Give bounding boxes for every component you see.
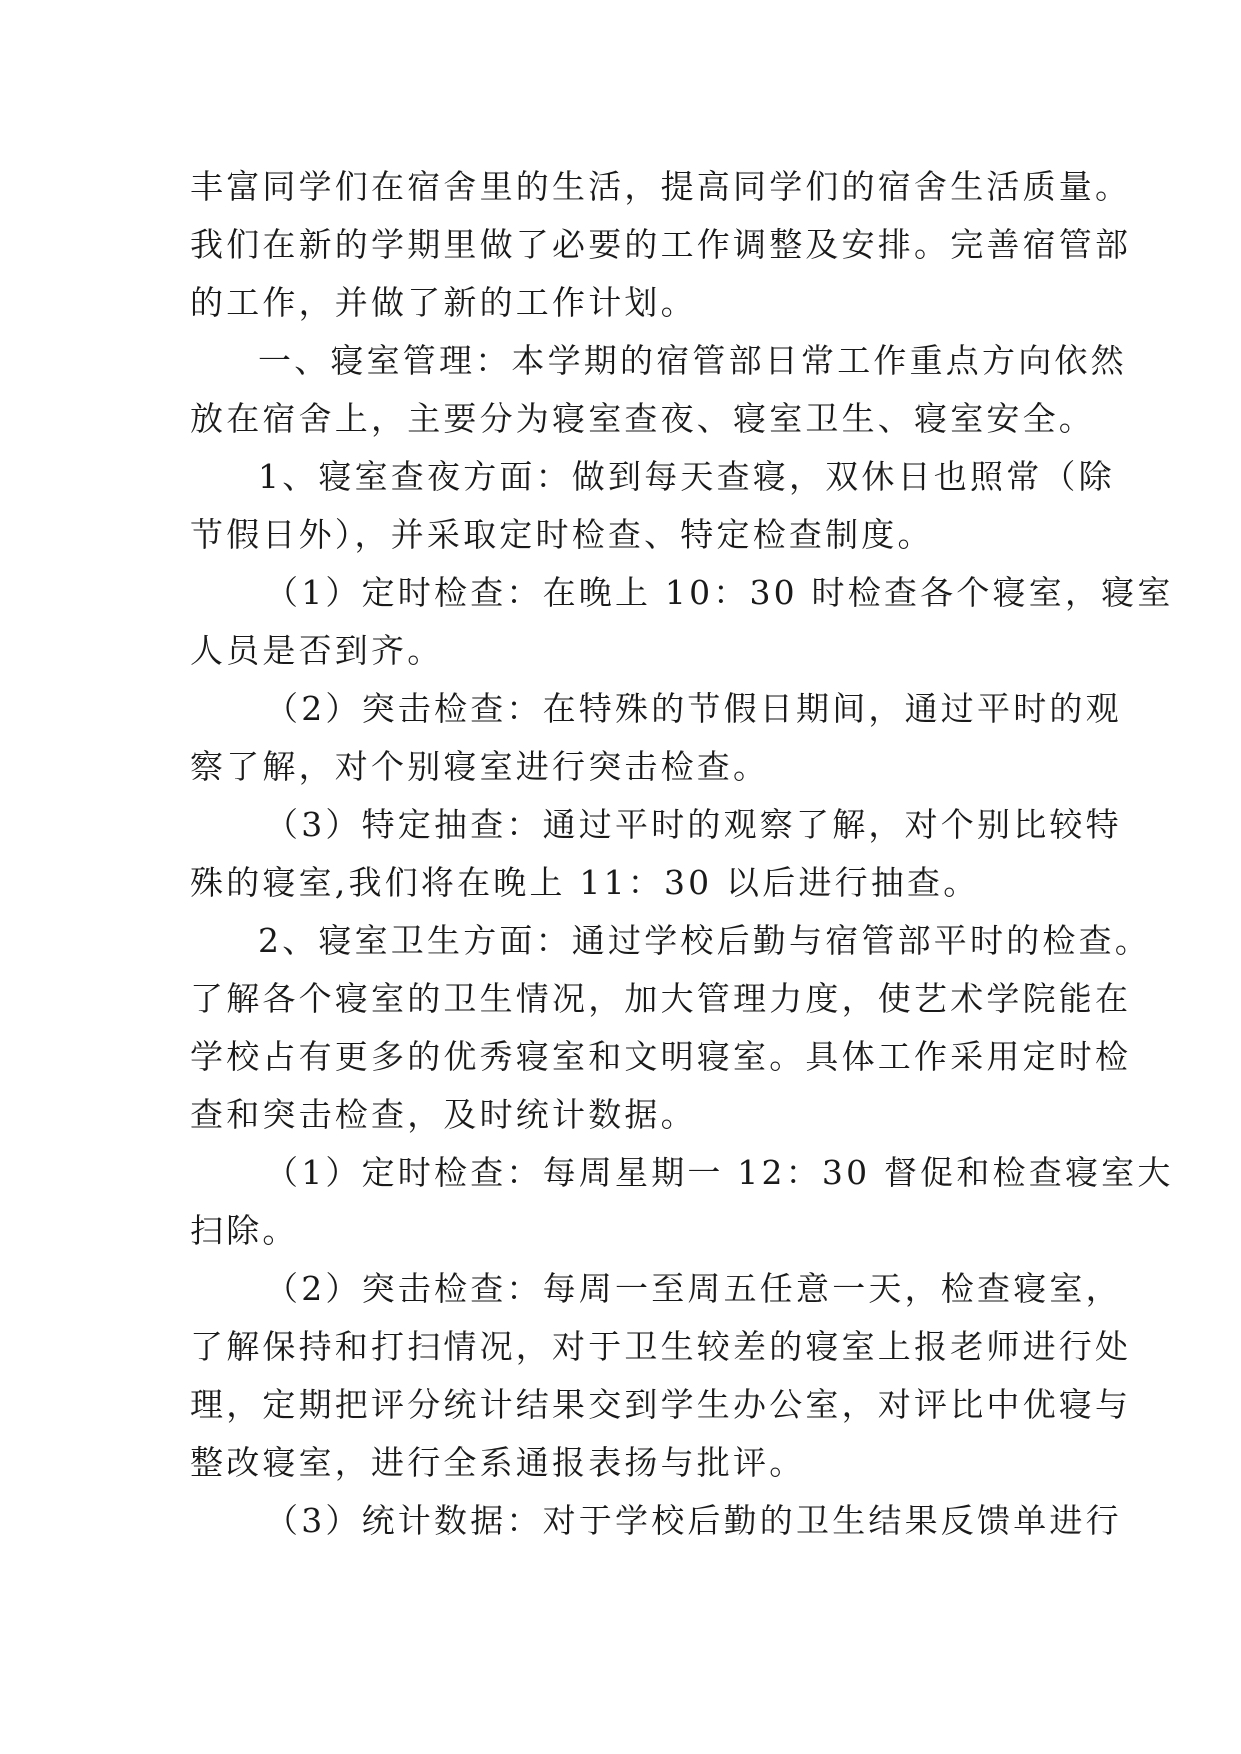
text-line: 的工作，并做了新的工作计划。 <box>190 283 697 322</box>
text-line: 了解各个寝室的卫生情况，加大管理力度，使艺术学院能在 <box>190 979 1132 1018</box>
text-line: （2）突击检查：在特殊的节假日期间，通过平时的观 <box>265 689 1122 728</box>
text-line: （2）突击检查：每周一至周五任意一天，检查寝室， <box>265 1269 1122 1308</box>
text-line: 理，定期把评分统计结果交到学生办公室，对评比中优寝与 <box>190 1385 1132 1424</box>
text-line: （3）统计数据：对于学校后勤的卫生结果反馈单进行 <box>265 1501 1122 1540</box>
text-line: 1、寝室查夜方面：做到每天查寝，双休日也照常（除 <box>258 457 1115 496</box>
text-line: 2、寝室卫生方面：通过学校后勤与宿管部平时的检查。 <box>258 921 1151 960</box>
text-line: 放在宿舍上，主要分为寝室查夜、寝室卫生、寝室安全。 <box>190 399 1095 438</box>
text-line: 一、寝室管理：本学期的宿管部日常工作重点方向依然 <box>258 341 1127 380</box>
text-line: 殊的寝室,我们将在晚上 11：30 以后进行抽查。 <box>190 863 980 902</box>
text-line: 节假日外），并采取定时检查、特定检查制度。 <box>190 515 934 554</box>
text-line: 我们在新的学期里做了必要的工作调整及安排。完善宿管部 <box>190 225 1132 264</box>
text-line: （1）定时检查：每周星期一 12：30 督促和检查寝室大 <box>265 1153 1174 1192</box>
text-line: （3）特定抽查：通过平时的观察了解，对个别比较特 <box>265 805 1122 844</box>
text-line: （1）定时检查：在晚上 10：30 时检查各个寝室，寝室 <box>265 573 1174 612</box>
text-line: 查和突击检查，及时统计数据。 <box>190 1095 697 1134</box>
text-line: 整改寝室，进行全系通报表扬与批评。 <box>190 1443 806 1482</box>
text-line: 学校占有更多的优秀寝室和文明寝室。具体工作采用定时检 <box>190 1037 1132 1076</box>
text-line: 了解保持和打扫情况，对于卫生较差的寝室上报老师进行处 <box>190 1327 1132 1366</box>
text-line: 人员是否到齐。 <box>190 631 444 670</box>
text-line: 扫除。 <box>190 1211 299 1250</box>
text-line: 察了解，对个别寝室进行突击检查。 <box>190 747 770 786</box>
text-line: 丰富同学们在宿舍里的生活，提高同学们的宿舍生活质量。 <box>190 167 1132 206</box>
